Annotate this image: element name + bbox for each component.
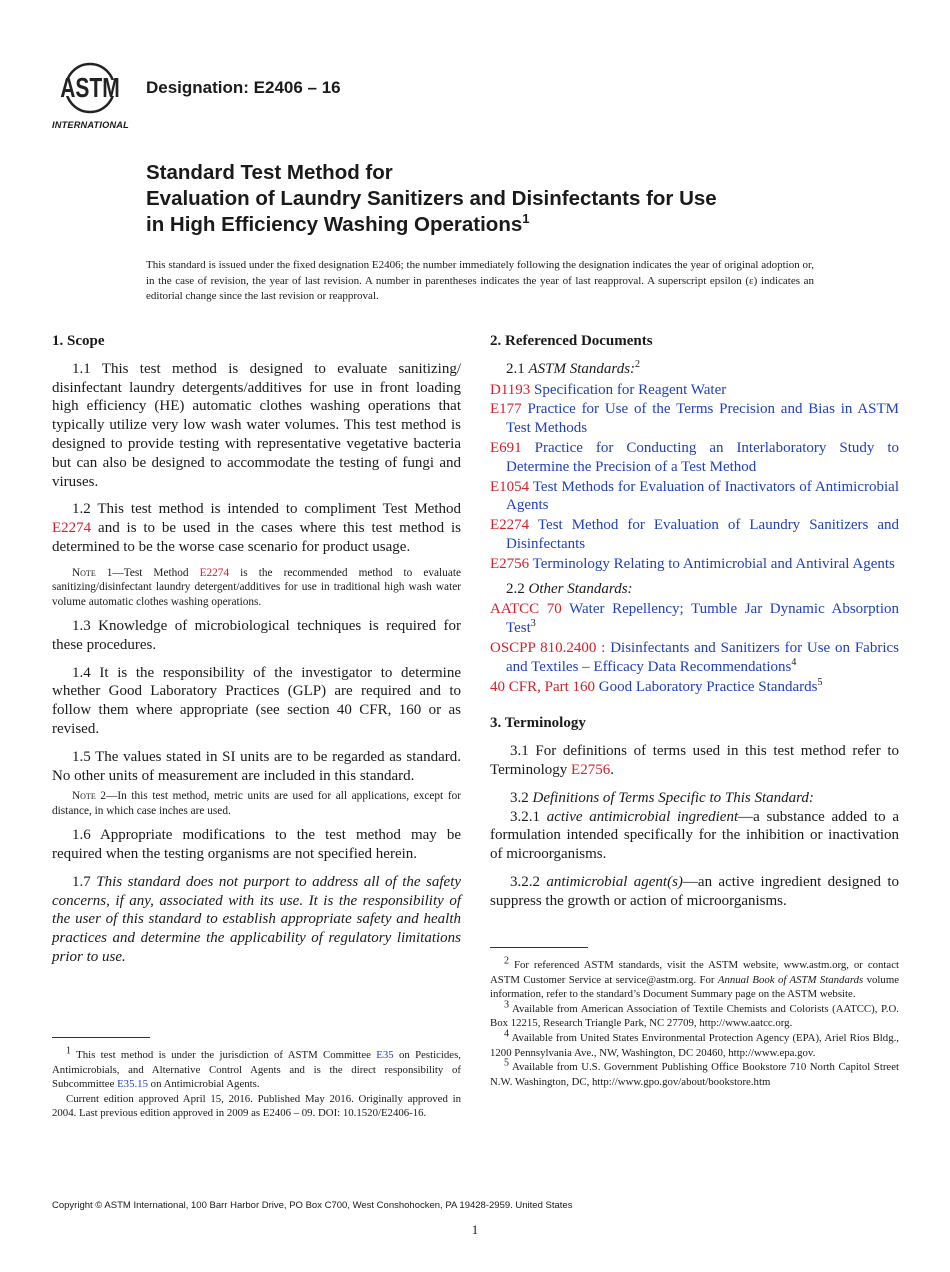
section-3-2-2-definition: —an active ingredient designed to suppress the growth or action of microorganisms. bbox=[490, 873, 899, 909]
title-line-3: in High Efficiency Washing Operations bbox=[146, 213, 523, 236]
ref-e177[interactable] bbox=[490, 400, 899, 438]
left-column bbox=[52, 332, 461, 976]
page-number: 1 bbox=[471, 1222, 479, 1237]
title-line-1: Standard Test Method for bbox=[146, 161, 393, 184]
note-2-label: Note bbox=[72, 790, 96, 803]
ref-title[interactable]: Test Methods for Evaluation of Inactivators of Antimicrobial Agents bbox=[506, 478, 899, 514]
section-1-7-number: 1.7 bbox=[72, 873, 91, 890]
footnote-1-text-mid: on Pesticides, Antimicrobials, and Alternative Control Agents and is the direct responsibility of Subcommittee bbox=[52, 1049, 461, 1091]
note-2-text: 2—In this test method, metric units are used for all applications, except for distance, in which case inches are used. bbox=[52, 790, 461, 817]
footnote-5 bbox=[490, 1057, 899, 1089]
section-1-1: 1.1 This test method is designed to evaluate sanitizing/ disinfectant laundry detergents/additives for use in front loading high efficiency (HE) automatic clothes washing operations that typically utilize very low wash water volumes. This test method is designed to provide testing with representative vegetative bacteria but can also be designed to accommodate the testing of fungi and viruses. bbox=[52, 360, 461, 490]
terminology-heading: 3. Terminology bbox=[490, 715, 586, 732]
footnote-2-mark: 2 bbox=[504, 955, 509, 967]
subsection-2-1-number: 2.1 bbox=[506, 360, 525, 377]
ref-code[interactable]: E2274 bbox=[490, 517, 530, 534]
section-1-5: 1.5 The values stated in SI units are to be regarded as standard. No other units of measurement are included in this standard. bbox=[52, 748, 461, 784]
astm-logo bbox=[50, 58, 136, 134]
ref-e691[interactable] bbox=[490, 439, 899, 477]
footnote-divider bbox=[52, 1037, 150, 1038]
footnote-2-italic: Annual Book of ASTM Standards bbox=[717, 973, 864, 986]
ref-title[interactable]: Terminology Relating to Antimicrobial and Antiviral Agents bbox=[532, 555, 895, 572]
section-3-2-number: 3.2 bbox=[510, 789, 529, 806]
subsection-2-1-mark: 2 bbox=[635, 358, 641, 370]
link-e2756[interactable]: E2756 bbox=[571, 761, 611, 778]
footnote-4 bbox=[490, 1028, 899, 1060]
section-3-2-1-term: active antimicrobial ingredient bbox=[546, 808, 739, 825]
section-1-4: 1.4 It is the responsibility of the investigator to determine whether Good Laboratory Practices (GLP) are required and to follow them where appropriate (see section 40 CFR, 160 or as revised. bbox=[52, 664, 461, 737]
section-1-7-text: This standard does not purport to address all of the safety concerns, if any, associated with its use. It is the responsibility of the user of this standard to establish appropriate safety and health practices and determine the applicability of regulatory limitations prior to use. bbox=[52, 873, 462, 965]
note-1-label: Note bbox=[72, 566, 96, 579]
right-column bbox=[490, 332, 899, 920]
ref-oscpp-810-2400[interactable] bbox=[490, 639, 899, 677]
footnote-1-edition: Current edition approved April 15, 2016. Published May 2016. Originally approved in 2004. Last previous edition approved in 2009 as E2406 – 09. DOI: 10.1520/E2406-16. bbox=[52, 1092, 461, 1120]
ref-title[interactable]: Practice for Use of the Terms Precision and Bias in ASTM Test Methods bbox=[506, 401, 900, 437]
ref-mark: 5 bbox=[817, 676, 823, 688]
ref-code[interactable]: E177 bbox=[490, 401, 522, 418]
note-2 bbox=[52, 789, 461, 818]
footnote-2-text: For referenced ASTM standards, visit the ASTM website, www.astm.org, or contact ASTM Customer Service at service@astm.org. For bbox=[490, 959, 899, 986]
footnote-divider bbox=[490, 947, 588, 948]
subsection-2-2-number: 2.2 bbox=[506, 580, 525, 597]
footnote-3 bbox=[490, 999, 899, 1031]
footnote-1-mark: 1 bbox=[66, 1045, 71, 1057]
section-3-2-label: Definitions of Terms Specific to This Standard: bbox=[532, 789, 814, 806]
subsection-2-1-label: ASTM Standards: bbox=[528, 360, 636, 377]
subsection-2-2-label: Other Standards: bbox=[528, 580, 633, 597]
link-e2274[interactable]: E2274 bbox=[52, 520, 92, 537]
ref-e1054[interactable] bbox=[490, 478, 899, 516]
section-1-7 bbox=[52, 873, 461, 967]
section-3-1 bbox=[490, 742, 899, 780]
section-3-2-2-number: 3.2.2 bbox=[510, 873, 540, 890]
ref-mark: 3 bbox=[530, 618, 536, 630]
ref-code[interactable]: D1193 bbox=[490, 381, 531, 398]
section-3-2-2 bbox=[490, 873, 899, 911]
title-footnote-mark: 1 bbox=[522, 211, 530, 227]
section-3-1-period: . bbox=[610, 761, 614, 778]
ref-title[interactable]: Practice for Conducting an Interlaboratory Study to Determine the Precision of a Test Method bbox=[506, 439, 899, 475]
section-3-2-1 bbox=[490, 808, 899, 864]
ref-d1193[interactable] bbox=[490, 381, 899, 400]
document-title bbox=[146, 160, 846, 238]
ref-code[interactable]: E691 bbox=[490, 439, 522, 456]
ref-aatcc-70[interactable] bbox=[490, 600, 899, 638]
footnote-3-text: Available from American Association of Textile Chemists and Colorists (AATCC), P.O. Box 12215, Research Triangle Park, NC 27709, http://www.aatcc.org. bbox=[490, 1002, 899, 1030]
ref-code[interactable]: OSCPP 810.2400 : bbox=[490, 639, 606, 656]
section-1-3: 1.3 Knowledge of microbiological techniques is required for these procedures. bbox=[52, 617, 461, 653]
ref-code[interactable]: E2756 bbox=[490, 555, 530, 572]
note-1 bbox=[52, 566, 461, 609]
ref-e2756[interactable] bbox=[490, 555, 899, 574]
right-footnotes bbox=[490, 947, 899, 1089]
link-e35-15[interactable]: E35.15 bbox=[117, 1078, 148, 1091]
designation-label: Designation: E2406 – 16 bbox=[146, 78, 341, 97]
copyright-notice: Copyright © ASTM International, 100 Barr Harbor Drive, PO Box C700, West Conshohocken, PA 19428-2959. United States bbox=[52, 1200, 573, 1211]
astm-standards-subheading bbox=[490, 360, 899, 379]
ref-title[interactable]: Good Laboratory Practice Standards bbox=[598, 678, 818, 695]
footnote-5-mark: 5 bbox=[504, 1057, 509, 1069]
ref-title[interactable]: Test Method for Evaluation of Laundry Sanitizers and Disinfectants bbox=[506, 517, 900, 552]
footnote-4-mark: 4 bbox=[504, 1028, 509, 1040]
note-1-link-e2274[interactable]: E2274 bbox=[199, 566, 230, 579]
section-3-2 bbox=[490, 789, 899, 808]
section-3-2-1-definition: —a substance added to a formulation intended specifically for the inhibition or inactivation of microorganisms. bbox=[490, 808, 899, 863]
note-1-text: 1—Test Method bbox=[106, 566, 189, 579]
scope-heading: 1. Scope bbox=[52, 333, 105, 349]
footnote-1-text-end: on Antimicrobial Agents. bbox=[150, 1078, 260, 1091]
link-e35[interactable]: E35 bbox=[376, 1049, 394, 1061]
ref-code[interactable]: AATCC 70 bbox=[490, 601, 562, 618]
ref-e2274[interactable] bbox=[490, 516, 899, 554]
footnote-5-text: Available from U.S. Government Publishing Office Bookstore 710 North Capitol Street N.W. Washington, DC, http://www.gpo.gov/about/bookstore.htm bbox=[490, 1061, 899, 1088]
section-3-2-2-term: antimicrobial agent(s) bbox=[546, 873, 683, 890]
section-1-2 bbox=[52, 500, 461, 556]
footnote-2-text-end: volume information, refer to the standard’s Document Summary page on the ASTM website. bbox=[490, 973, 900, 1001]
ref-title[interactable]: Disinfectants and Sanitizers for Use on Fabrics and Textiles – Efficacy Data Recommendations bbox=[506, 639, 900, 675]
svg-text:ASTM: ASTM bbox=[60, 73, 120, 104]
section-1-2-text: 1.2 This test method is intended to compliment Test Method bbox=[72, 501, 461, 518]
section-3-2-1-number: 3.2.1 bbox=[510, 808, 540, 825]
section-3-1-text: 3.1 For definitions of terms used in this test method refer to Terminology bbox=[490, 743, 899, 778]
footnote-2 bbox=[490, 955, 900, 1002]
section-1-6: 1.6 Appropriate modifications to the test method may be required when the testing organisms are not specified herein. bbox=[52, 827, 461, 862]
footnote-1 bbox=[52, 1045, 461, 1092]
footnote-3-mark: 3 bbox=[504, 999, 509, 1011]
section-1-2-text-end: and is to be used in the cases where this test method is determined to be the worse case scenario for product usage. bbox=[52, 520, 461, 555]
referenced-documents-heading: 2. Referenced Documents bbox=[490, 333, 653, 349]
footnote-1-text: This test method is under the jurisdiction of ASTM Committee bbox=[76, 1049, 371, 1061]
ref-40-cfr-part-160[interactable] bbox=[490, 678, 899, 697]
logo-subtext: INTERNATIONAL bbox=[52, 120, 129, 130]
left-footnotes bbox=[52, 1037, 461, 1121]
footnote-4-text: Available from United States Environmental Protection Agency (EPA), Ariel Rios Bldg., 1200 Pennsylvania Ave., NW, Washington, DC 20460, http://www.epa.gov. bbox=[490, 1031, 899, 1059]
ref-title[interactable]: Specification for Reagent Water bbox=[534, 381, 727, 398]
note-1-text-end: is the recommended method to evaluate sanitizing/disinfectant laundry detergent/additives for use in traditional high wash water volume automatic clothes washing operations. bbox=[52, 566, 461, 608]
intro-paragraph: This standard is issued under the fixed designation E2406; the number immediately following the designation indicates the year of original adoption or, in the case of revision, the year of last revision. A number in parentheses indicates the year of last reapproval. A superscript epsilon (ε) indicates an editorial change since the last revision or reapproval. bbox=[146, 259, 814, 302]
ref-mark: 4 bbox=[791, 656, 797, 668]
title-line-2: Evaluation of Laundry Sanitizers and Disinfectants for Use bbox=[146, 187, 717, 210]
ref-title[interactable]: Water Repellency; Tumble Jar Dynamic Absorption Test bbox=[506, 601, 899, 637]
other-standards-subheading bbox=[490, 580, 899, 599]
ref-code[interactable]: 40 CFR, Part 160 bbox=[490, 678, 596, 695]
ref-code[interactable]: E1054 bbox=[490, 478, 530, 495]
